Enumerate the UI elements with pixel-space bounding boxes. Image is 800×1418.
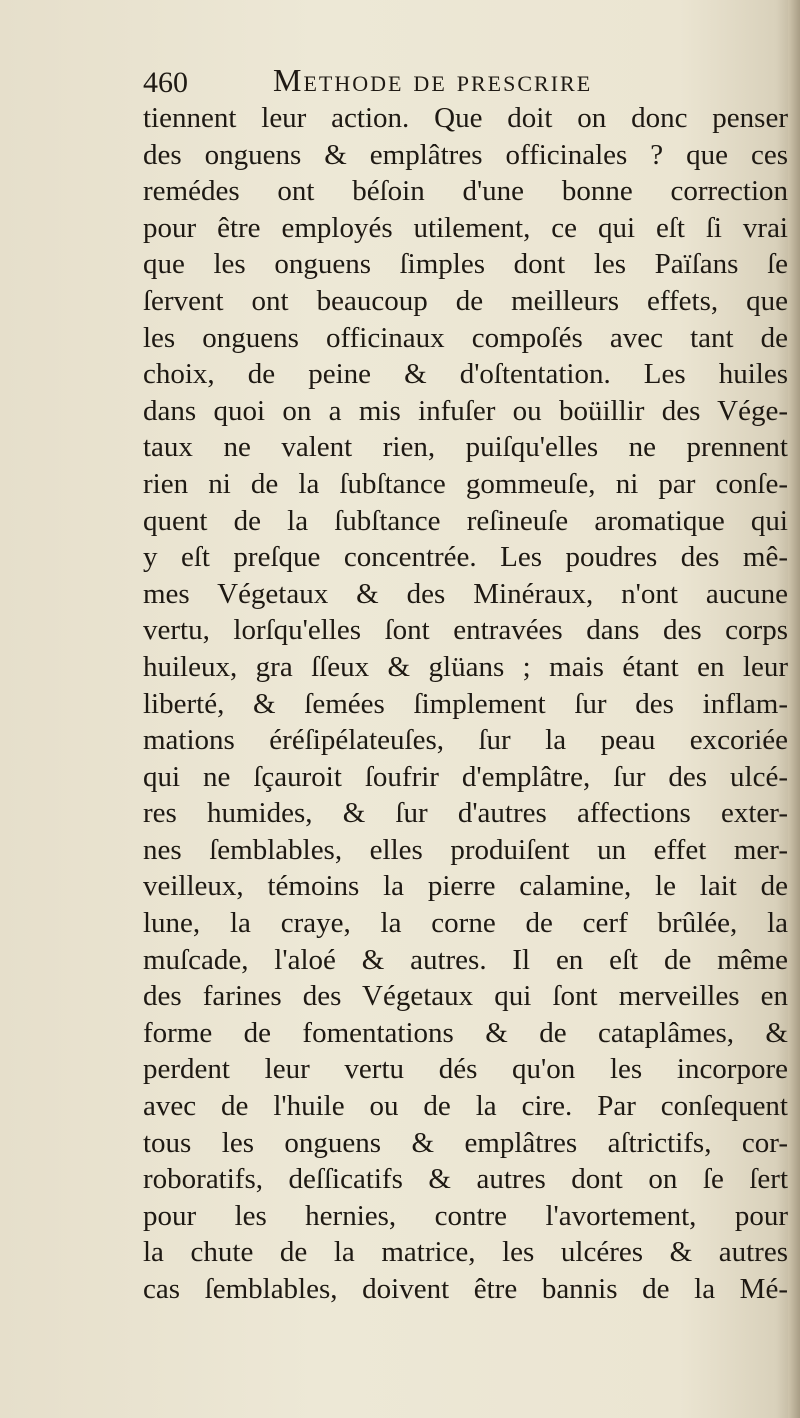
text-line: forme de fomentations & de cataplâmes, & [143,1016,788,1049]
running-title: Methode de prescrire [273,62,593,98]
text-line: rien ni de la ſubſtance gommeuſe, ni par conſe- [143,467,788,500]
text-line: huileux, gra ſſeux & glüans ; mais étant en leur [143,650,788,683]
text-line: perdent leur vertu dés qu'on les incorpore [143,1053,788,1086]
text-line: pour les hernies, contre l'avortement, pour [143,1199,788,1232]
text-line: quent de la ſubſtance reſineuſe aromatique qui [143,504,788,537]
text-line: vertu, lorſqu'elles ſont entravées dans des corps [143,614,788,647]
page-header [143,62,703,102]
text-line: cas ſemblables, doivent être bannis de la Mé- [143,1273,788,1305]
text-line: que les onguens ſimples dont les Païſans ſe [143,248,788,281]
text-line: qui ne ſçauroit ſoufrir d'emplâtre, ſur des ulcé- [143,760,788,793]
text-line: tous les onguens & emplâtres aſtrictifs, cor- [143,1126,788,1159]
text-line: mations éréſipélateuſes, ſur la peau excoriée [143,724,788,757]
text-line: res humides, & ſur d'autres affections exter- [143,797,788,830]
page-edge [788,0,800,1418]
text-line: nes ſemblables, elles produiſent un effet mer- [143,833,788,866]
body-text [143,100,788,1308]
text-line: les onguens officinaux compoſés avec tant de [143,321,788,354]
text-line: mes Végetaux & des Minéraux, n'ont aucune [143,577,788,610]
text-line: lune, la craye, la corne de cerf brûlée, la [143,907,788,940]
text-line: liberté, & ſemées ſimplement ſur des inflam- [143,687,788,720]
text-line: veilleux, témoins la pierre calamine, le lait de [143,870,788,903]
text-line: choix, de peine & d'oſtentation. Les huiles [143,358,788,391]
page-number: 460 [143,66,188,99]
text-line: y eſt preſque concentrée. Les poudres des mê- [143,541,788,574]
text-line: dans quoi on a mis infuſer ou boüillir des Vége- [143,394,788,427]
text-line: avec de l'huile ou de la cire. Par conſequent [143,1090,788,1123]
text-line: pour être employés utilement, ce qui eſt ſi vrai [143,211,788,244]
text-line: remédes ont béſoin d'une bonne correction [143,175,788,208]
text-line: ſervent ont beaucoup de meilleurs effets, que [143,284,788,317]
text-line: la chute de la matrice, les ulcéres & autres [143,1236,788,1269]
text-line: taux ne valent rien, puiſqu'elles ne prennent [143,431,788,464]
text-line: muſcade, l'aloé & autres. Il en eſt de même [143,943,788,976]
text-line: roboratifs, deſſicatifs & autres dont on ſe ſert [143,1163,788,1196]
text-line: des onguens & emplâtres officinales ? que ces [143,138,788,171]
text-line: tiennent leur action. Que doit on donc penser [143,102,788,134]
text-line: des farines des Végetaux qui ſont merveilles en [143,980,788,1013]
